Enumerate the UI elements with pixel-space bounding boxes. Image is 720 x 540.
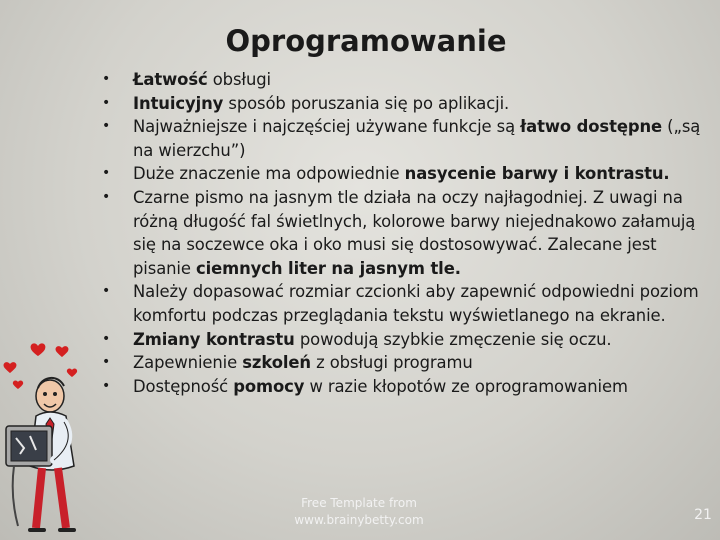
bullet-bold-text: ciemnych liter na jasnym tle.	[195, 258, 461, 278]
template-credit-line1: Free Template from	[301, 496, 417, 510]
bullet-dot-icon: •	[102, 354, 111, 371]
bullet-dot-icon: •	[102, 377, 111, 394]
page-number: 21	[694, 507, 712, 523]
bullet-text: Zapewnienie	[133, 353, 243, 373]
bullet-text: Dostępność	[133, 376, 234, 396]
slide-title: Oprogramowanie	[225, 24, 507, 58]
bullet-text: powodują szybkie zmęczenie się oczu.	[294, 329, 612, 349]
bullet-bold-text: Łatwość	[133, 70, 208, 89]
bullet-text: Należy dopasować rozmiar czcionki aby zapewnić odpowiedni poziom komfortu podczas przeglądania tekstu wyświetlanego na ekranie.	[133, 282, 699, 325]
bullet-text: Najważniejsze i najczęściej używane funkcje są	[133, 117, 521, 137]
bullet-list	[100, 68, 716, 398]
bullet-dot-icon: •	[102, 165, 111, 182]
bullet-item	[100, 162, 716, 186]
bullet-dot-icon: •	[102, 283, 111, 300]
man-hugging-computer-with-hearts-icon	[0, 330, 98, 540]
bullet-dot-icon: •	[102, 118, 111, 135]
template-credit-line2: www.brainybetty.com	[294, 513, 424, 527]
bullet-text: Duże znaczenie ma odpowiednie	[133, 164, 405, 184]
bullet-bold-text: Zmiany kontrastu	[133, 329, 295, 349]
bullet-item	[100, 92, 716, 116]
bullet-bold-text: łatwo dostępne	[520, 117, 663, 137]
bullet-text: w razie kłopotów ze oprogramowaniem	[304, 376, 628, 396]
bullet-item	[100, 328, 716, 352]
bullet-text: sposób poruszania się po aplikacji.	[223, 93, 510, 113]
bullet-bold-text: Intuicyjny	[133, 93, 224, 113]
bullet-dot-icon: •	[102, 330, 111, 347]
bullet-text: („są na wierzchu”)	[133, 117, 701, 160]
bullet-item	[100, 351, 716, 375]
bullet-text: Czarne pismo na jasnym tle działa na oczy najłagodniej. Z uwagi na różną długość fal świetlnych, kolorowe barwy niejednakowo załamują się na soczewce oka i oko musi się dostosowywać. Zalecane jest pisanie	[133, 187, 696, 278]
bullet-bold-text: szkoleń	[242, 353, 311, 373]
template-credit	[283, 495, 435, 529]
bullet-bold-text: nasycenie barwy i kontrastu.	[404, 164, 670, 184]
bullet-text: obsługi	[207, 70, 271, 89]
bullet-dot-icon: •	[102, 188, 111, 205]
bullet-item	[100, 68, 716, 92]
bullet-bold-text: pomocy	[233, 376, 305, 396]
bullet-item	[100, 186, 716, 280]
bullet-dot-icon: •	[102, 71, 111, 87]
bullet-item	[100, 280, 716, 327]
bullet-item	[100, 375, 716, 399]
bullet-dot-icon: •	[102, 94, 111, 111]
bullet-text: z obsługi programu	[310, 353, 473, 373]
bullet-item	[100, 115, 716, 162]
